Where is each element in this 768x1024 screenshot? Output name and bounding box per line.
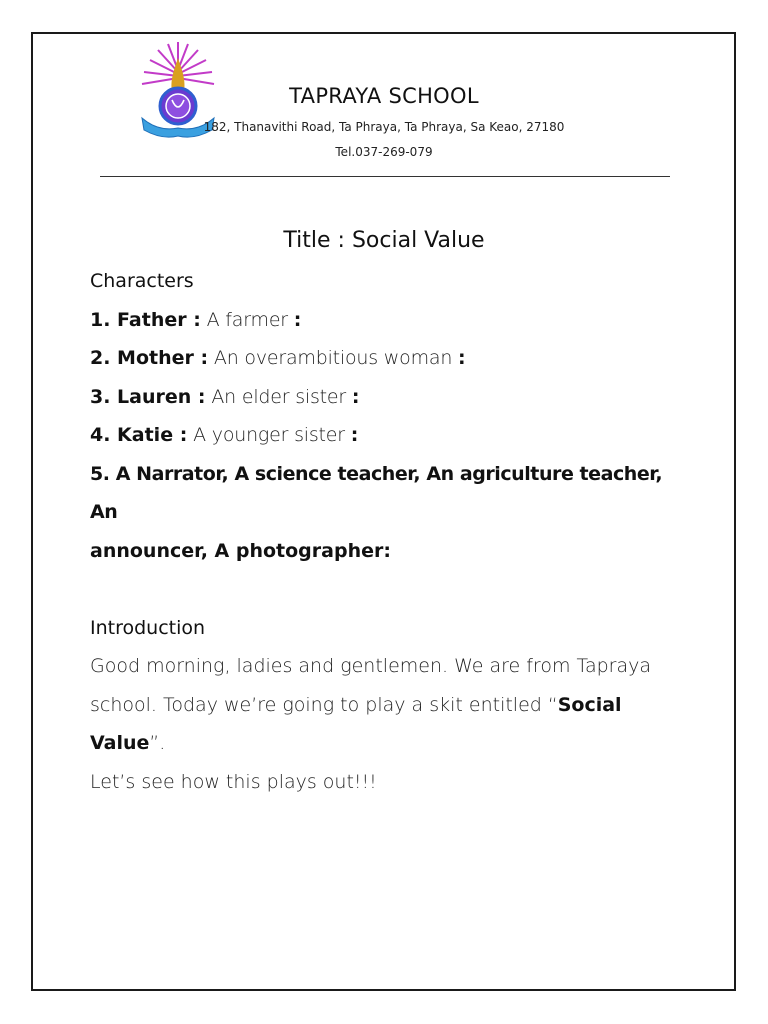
school-address: 182, Thanavithi Road, Ta Phraya, Ta Phraya, Sa Keao, 27180 (203, 120, 565, 134)
character-suffix: : (350, 424, 359, 446)
character-name: 1. Father : (90, 308, 201, 331)
school-telephone: Tel.037-269-079 (335, 145, 433, 159)
section-spacer (90, 570, 690, 609)
character-item (90, 301, 690, 340)
introduction-line-2 (90, 686, 690, 725)
skit-title-part-1: Social (557, 693, 622, 716)
character-description: An overambitious woman (208, 347, 459, 369)
character-item-5-line2: announcer, A photographer: (90, 539, 391, 562)
introduction-line-1: Good morning, ladies and gentlemen. We are from Tapraya (90, 655, 652, 677)
character-description: A farmer (200, 308, 294, 331)
introduction-heading: Introduction (90, 616, 206, 639)
character-item (90, 378, 690, 417)
character-name: 3. Lauren : (90, 385, 206, 408)
introduction-line-4: Let’s see how this plays out!!! (90, 770, 377, 793)
character-name: 2. Mother : (90, 347, 209, 369)
introduction-line-3 (90, 724, 690, 763)
header-divider (100, 176, 670, 177)
document-body (90, 262, 690, 801)
introduction-line-3-text: ”. (149, 732, 166, 754)
character-suffix: : (293, 308, 302, 331)
school-name: TAPRAYA SCHOOL (289, 84, 479, 108)
character-item-5-line1: 5. A Narrator, A science teacher, An agriculture teacher, An (90, 462, 663, 523)
characters-heading: Characters (90, 270, 194, 292)
character-suffix: : (458, 347, 466, 369)
introduction-line-2-text: school. Today we’re going to play a skit entitled “ (90, 693, 558, 716)
character-item (90, 339, 690, 378)
character-item (90, 416, 690, 455)
character-description: An elder sister (205, 385, 352, 408)
document-title: Title : Social Value (283, 228, 485, 253)
character-suffix: : (351, 385, 360, 408)
character-name: 4. Katie : (90, 424, 188, 446)
character-description: A younger sister (187, 424, 351, 446)
skit-title-part-2: Value (90, 732, 150, 754)
